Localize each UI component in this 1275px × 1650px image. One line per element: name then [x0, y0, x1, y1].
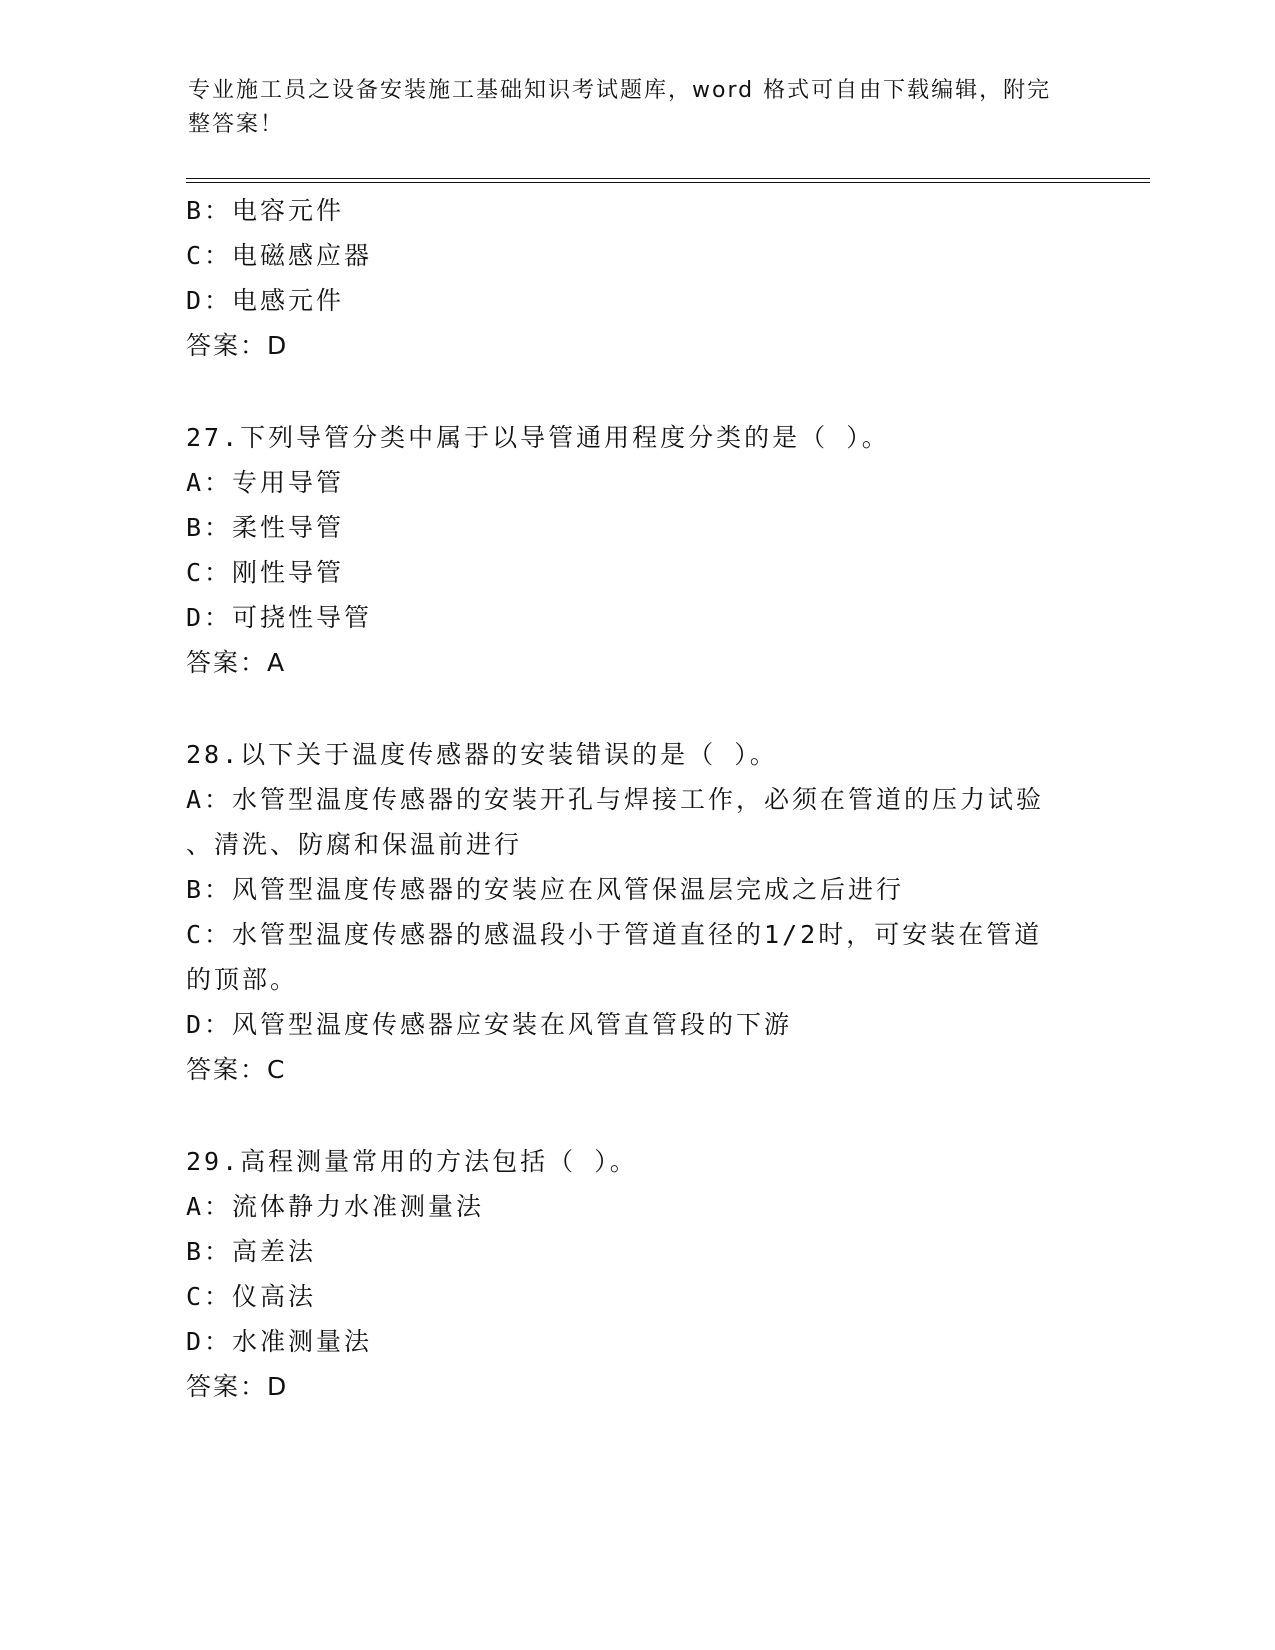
option-d: D：水准测量法	[186, 1327, 373, 1356]
question-content	[186, 188, 1086, 1409]
option-b: B：高差法	[186, 1237, 317, 1266]
question-28	[186, 732, 1086, 1092]
question-27	[186, 415, 1086, 685]
question-29	[186, 1139, 1086, 1409]
option-b: B：柔性导管	[186, 513, 345, 542]
header-rule-bottom	[186, 182, 1150, 183]
option-b: B：电容元件	[186, 196, 345, 225]
answer: 答案：D	[186, 1372, 289, 1401]
document-header	[188, 74, 1068, 142]
option-c: C：电磁感应器	[186, 241, 373, 270]
question-stem: 28.以下关于温度传感器的安装错误的是（ ）。	[186, 740, 778, 769]
option-a-continued: 、清洗、防腐和保温前进行	[186, 830, 523, 859]
option-c: C：水管型温度传感器的感温段小于管道直径的1/2时，可安装在管道	[186, 920, 1043, 949]
question-stem: 29.高程测量常用的方法包括（ ）。	[186, 1147, 638, 1176]
header-rule-top	[186, 178, 1150, 179]
header-title: 专业施工员之设备安装施工基础知识考试题库，word 格式可自由下载编辑，附完整答案！	[188, 78, 1052, 137]
option-a: A：流体静力水准测量法	[186, 1192, 485, 1221]
answer: 答案：C	[186, 1055, 287, 1084]
option-c: C：仪高法	[186, 1282, 317, 1311]
option-c: C：刚性导管	[186, 558, 345, 587]
option-a: A：专用导管	[186, 468, 345, 497]
option-b: B：风管型温度传感器的安装应在风管保温层完成之后进行	[186, 875, 905, 904]
question-26-continued	[186, 188, 1086, 368]
option-a: A：水管型温度传感器的安装开孔与焊接工作，必须在管道的压力试验	[186, 785, 1045, 814]
answer: 答案：D	[186, 331, 289, 360]
question-stem: 27.下列导管分类中属于以导管通用程度分类的是（ ）。	[186, 423, 890, 452]
option-d: D：电感元件	[186, 286, 345, 315]
answer: 答案：A	[186, 648, 287, 677]
option-d: D：风管型温度传感器应安装在风管直管段的下游	[186, 1010, 793, 1039]
option-d: D：可挠性导管	[186, 603, 373, 632]
option-c-continued: 的顶部。	[186, 965, 299, 994]
